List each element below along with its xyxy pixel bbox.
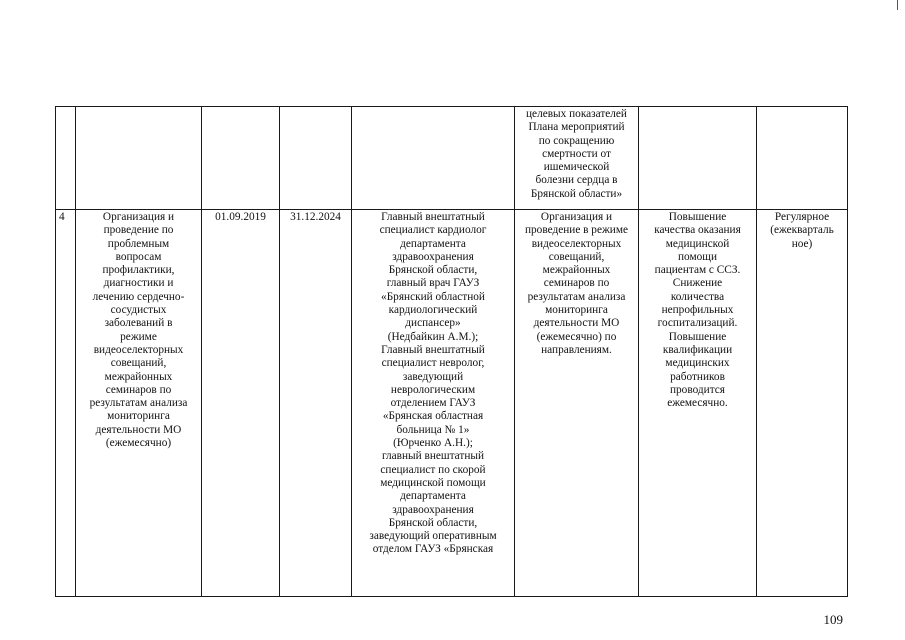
- table-row-continuation: [56, 107, 848, 210]
- row-number: 4: [56, 210, 76, 597]
- measures-table: [55, 106, 848, 597]
- cell-result: целевых показателей Плана мероприятий по сокращению смертности от ишемической болезни сердца в Брянской области»: [515, 107, 639, 210]
- frequency-cell: Регулярное (ежекварталь ное): [757, 210, 848, 597]
- cell-end-date: [280, 107, 352, 210]
- end-date-cell: 31.12.2024: [280, 210, 352, 597]
- page-number: 109: [823, 612, 843, 627]
- activity-cell: Организация и проведение по проблемным вопросам профилактики, диагностики и лечению сердечно- сосудистых заболеваний в режиме видеоселекторных совещаний, межрайонных семинаров по результатам анализа мониторинга деятельности МО (ежемесячно): [76, 210, 202, 597]
- result-cell: Организация и проведение в режиме видеоселекторных совещаний, межрайонных семинаров по результатам анализа мониторинга деятельности МО (ежемесячно) по направлениям.: [515, 210, 639, 597]
- cell-activity: [76, 107, 202, 210]
- cell-number: [56, 107, 76, 210]
- responsible-cell: Главный внештатный специалист кардиолог департамента здравоохранения Брянской области, главный врач ГАУЗ «Брянский областной кардиологический диспансер» (Недбайкин А.М.); Главный внештатный специалист невролог, заведующий неврологическим отделением ГАУЗ «Брянская областная больница № 1» (Юрченко А.Н.); главный внештатный специалист по скорой медицинской помощи департамента здравоохранения Брянской области, заведующий оперативным отделом ГАУЗ «Брянская: [352, 210, 515, 597]
- scan-artifact-mark: [897, 0, 898, 10]
- table-row-4: [56, 210, 848, 597]
- cell-responsible: [352, 107, 515, 210]
- cell-effect: [639, 107, 757, 210]
- start-date-cell: 01.09.2019: [202, 210, 280, 597]
- cell-start-date: [202, 107, 280, 210]
- effect-cell: Повышение качества оказания медицинской помощи пациентам с ССЗ. Снижение количества непрофильных госпитализаций. Повышение квалификации медицинских работников проводится ежемесячно.: [639, 210, 757, 597]
- cell-frequency: [757, 107, 848, 210]
